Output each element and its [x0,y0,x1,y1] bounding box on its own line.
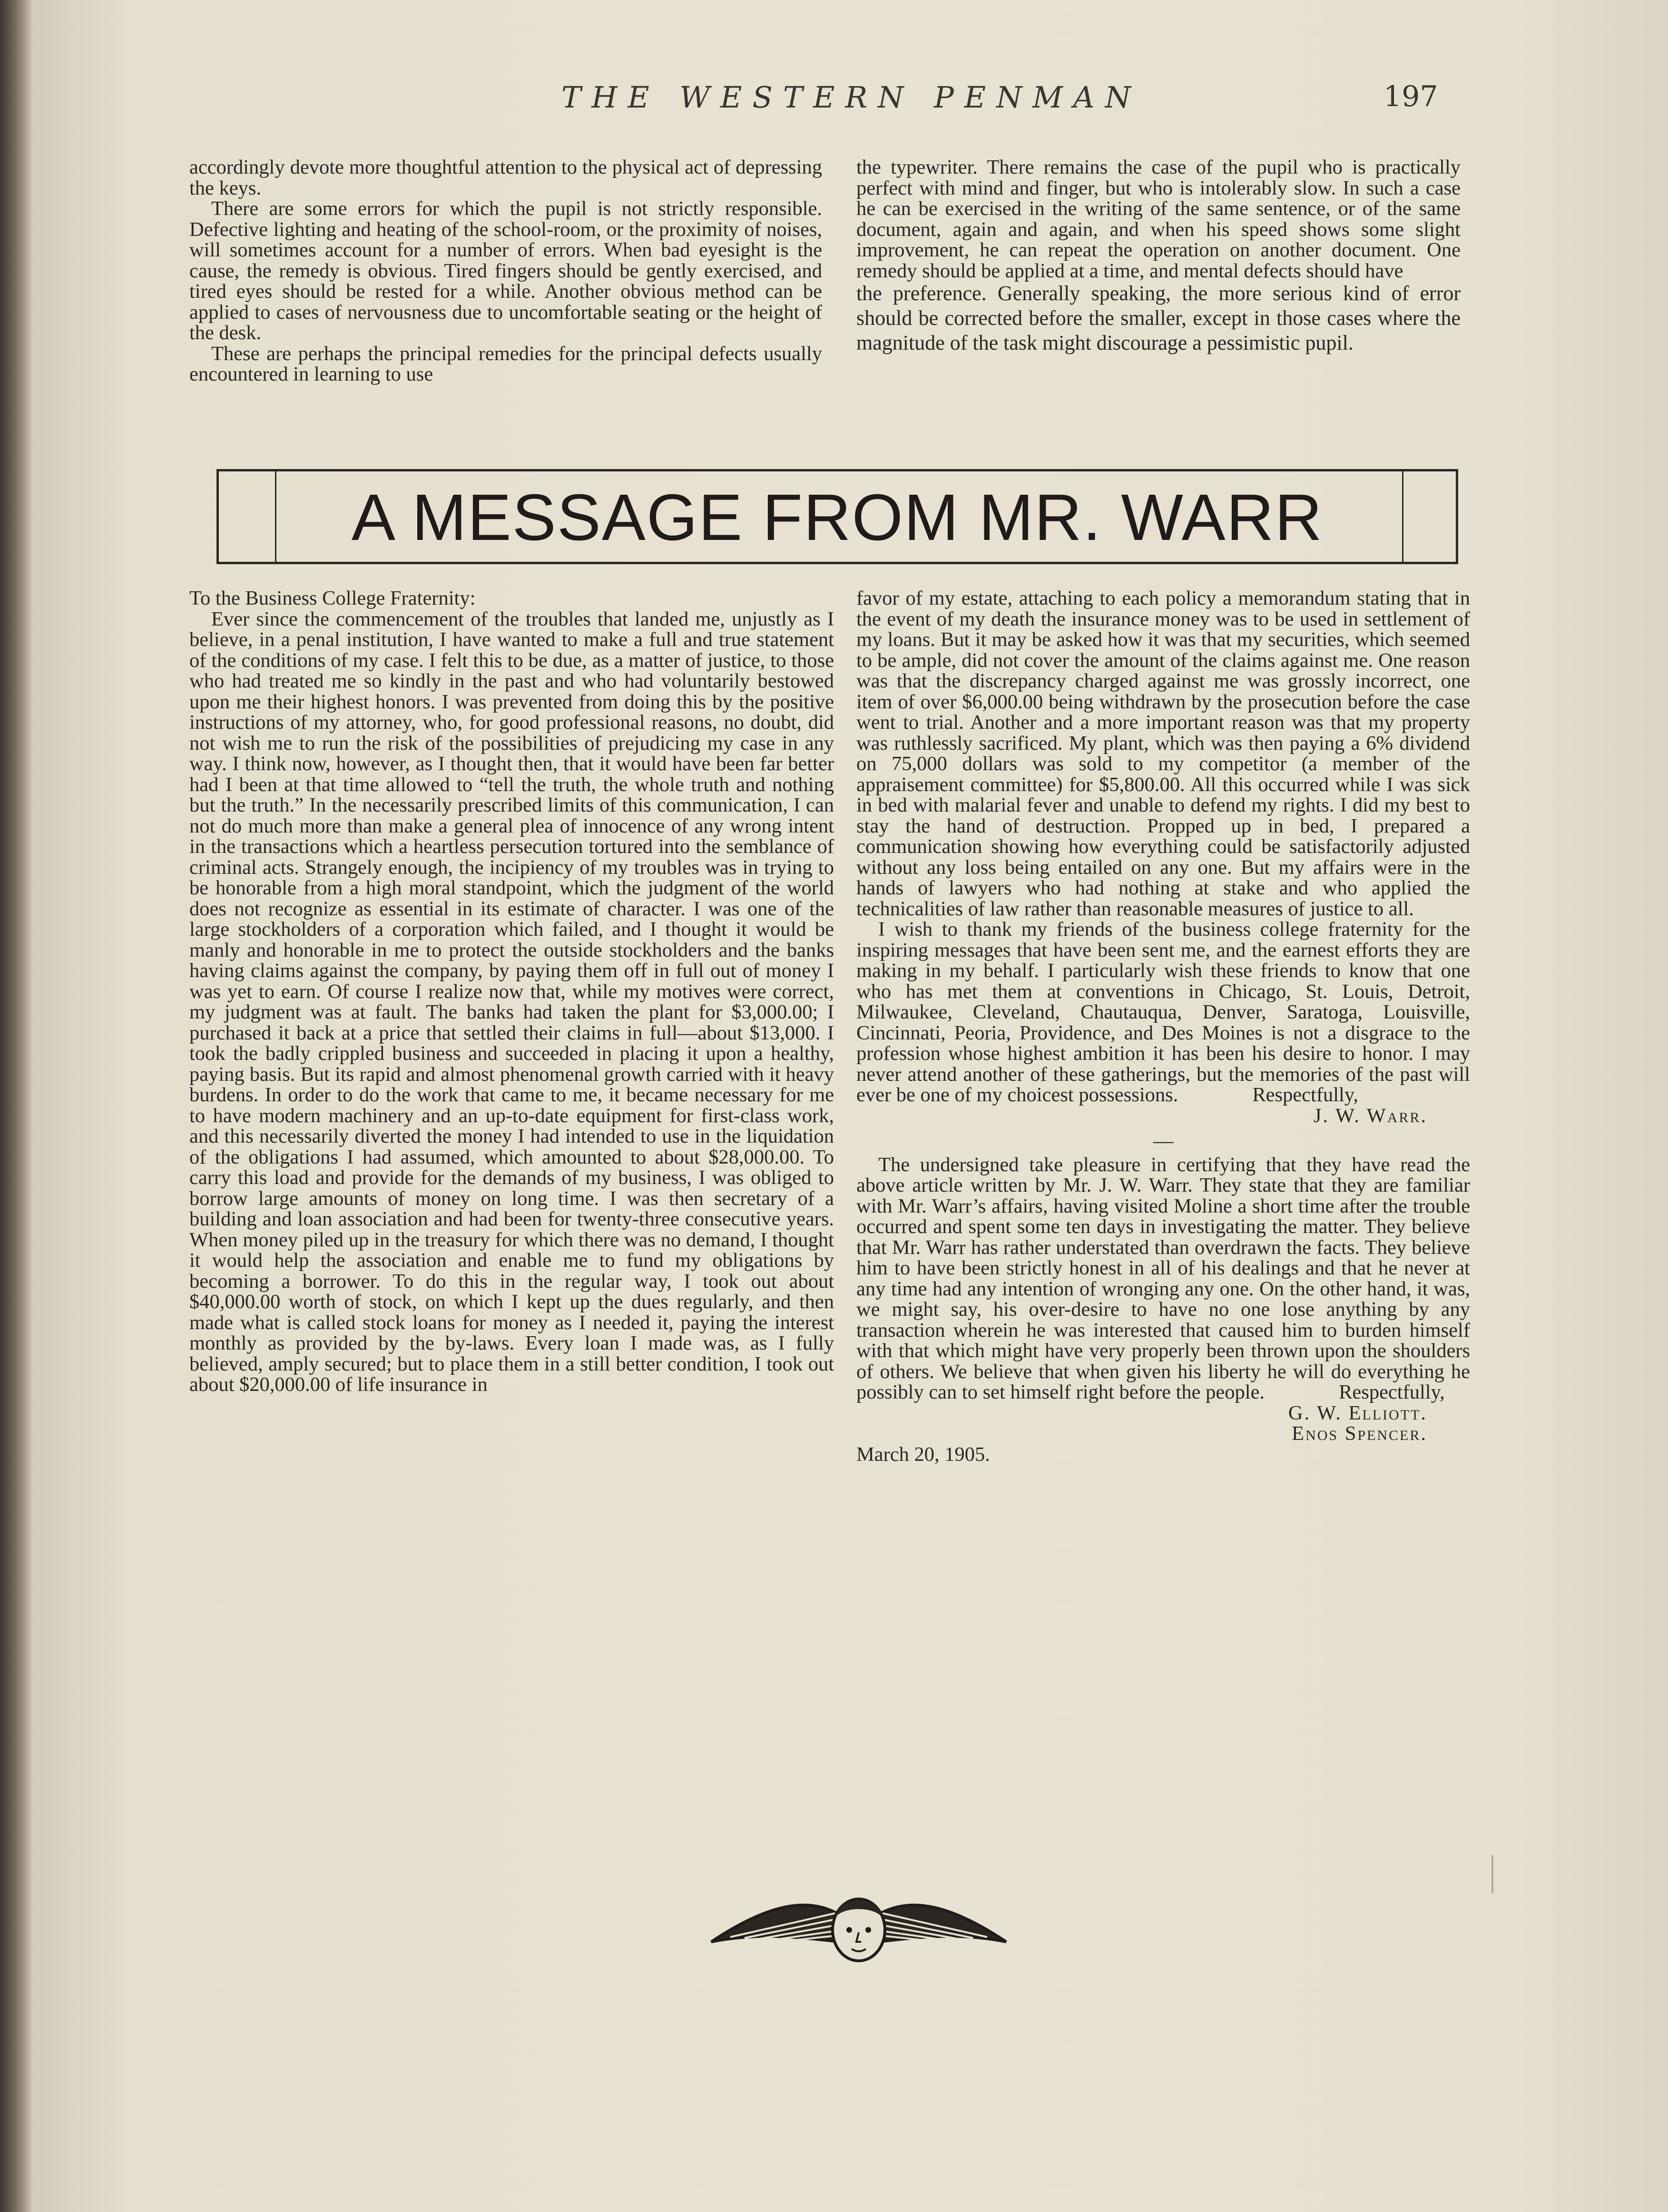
paragraph: the typewriter. There remains the case of the pupil who is practically perfect with mind and finger, but who is intolerably slow. In such a case he can be exercised in the writing of the same sentence, or of the same document, again and again, and when his speed shows some slight improvement, he can repeat the operation on another document. One remedy should be applied at a time, and mental defects should have [856,156,1461,282]
paragraph [856,919,1470,1106]
paragraph: These are perhaps the principal remedies for the principal defects usually encountered in learning to use [189,342,822,385]
signer-elliott: G. W. Elliott. [1288,1401,1427,1424]
paragraph-text: I wish to thank my friends of the business college fraternity for the inspiring messages that have been sent me, and the earnest efforts they are making in my behalf. I particularly wish these friends to know that one who has met them at conventions in Chicago, St. Louis, Detroit, Milwaukee, Cleveland, Chautauqua, Denver, Saratoga, Louisville, Cincinnati, Peoria, Providence, and Des Moines is not a disgrace to the profession whose highest ambition it has been his desire to honor. I may never attend another of these gatherings, but the memories of the past will ever be one of my choicest possessions. [856,918,1470,1106]
book-gutter [0,0,33,2212]
separator: — [1153,1130,1174,1152]
top-right-column [856,157,1461,355]
paragraph: There are some errors for which the pupil is not strictly responsible. Defective lighting and heating of the school-room, or the proximity of noises, will sometimes account for a number of errors. When bad eyesight is the cause, the remedy is obvious. Tired fingers should be gently exercised, and tired eyes should be rested for a while. Another obvious method can be applied to cases of nervousness due to uncomfortable seating or the height of the desk. [189,197,822,344]
letter-right-column [856,588,1470,1465]
article-title: A MESSAGE FROM MR. WARR [351,481,1323,554]
paragraph: favor of my estate, attaching to each policy a memorandum stating that in the event of my death the insurance money was to be used in settlement of my loans. But it may be asked how it was that my securities, which seemed to be ample, did not cover the amount of the claims against me. One reason was that the discrepancy charged against me was grossly incorrect, one item of over $6,000.00 being withdrawn by the prosecution before the case went to trial. Another and a more important reason was that my property was ruthlessly sacrificed. My plant, which was then paying a 6% dividend on 75,000 dollars was sold to my competitor (a member of the appraisement committee) for $5,800.00. All this occurred while I was sick in bed with malarial fever and unable to defend my rights. I did my best to stay the hand of destruction. Propped up in bed, I prepared a communication showing how everything could be satisfactorily adjusted without any loss being entailed on any one. But my affairs were in the hands of lawyers who had nothing at stake and who applied the technicalities of law rather than reasonable measures of justice to all. [856,587,1470,920]
salutation: To the Business College Fraternity: [189,587,476,609]
paragraph: Ever since the commencement of the troubles that landed me, unjustly as I believe, in a penal institution, I have wanted to make a full and true statement of the conditions of my case. I felt this to be due, as a matter of justice, to those who had treated me so kindly in the past and who had voluntarily bestowed upon me their highest honors. I was prevented from doing this by the positive instructions of my attorney, who, for good professional reasons, no doubt, did not wish me to run the risk of the possibilities of prejudicing my case in any way. I think now, however, as I thought then, that it would have been far better had I been at that time allowed to “tell the truth, the whole truth and nothing but the truth.” In the necessarily prescribed limits of this communication, I can not do much more than make a general plea of innocence of any wrong intent in the transactions which a heartless persecution tortured into the semblance of criminal acts. Strangely enough, the incipiency of my troubles was in trying to be honorable from a high moral standpoint, which the judgment of the world does not recognize as essential in its estimate of character. I was one of the large stockholders of a corporation which failed, and I thought it would be manly and honorable in me to protect the outside stockholders and the banks having claims against the company, by paying them off in full out of money I was yet to earn. Of course I realize now that, while my motives were correct, my judgment was at fault. The banks had taken the plant for $3,000.00; I purchased it back at a price that settled their claims in full—about $13,000. I took the badly crippled business and succeeded in placing it upon a healthy, paying basis. But its rapid and almost phenomenal growth carried with it heavy burdens. In order to do the work that came to me, it became necessary for me to have modern machinery and an up-to-date equipment for first-class work, and this necessarily diverted the money I had intended to use in the liquidation of the obligations I had assumed, which amounted to about $28,000.00. To carry this load and provide for the demands of my business, I was obliged to borrow large amounts of money on long time. I was then secretary of a building and loan association and had been for twenty-three consecutive years. When money piled up in the treasury for which there was no demand, I thought it would help the association and enable me to fund my obligations by becoming a borrower. To do this in the regular way, I took out about $40,000.00 worth of stock, on which I kept up the dues regularly, and then made what is called stock loans for money as I needed it, paying the interest monthly as provided by the by-laws. Every loan I made was, as I fully believed, amply secured; but to place them in a still better condition, I took out about $20,000.00 of life insurance in [189,607,834,1396]
signer-spencer: Enos Spencer. [1292,1422,1427,1445]
certification-paragraph [856,1155,1470,1403]
cherub-ornament-icon [702,1885,1016,1970]
article-banner [216,469,1458,564]
paragraph: the preference. Generally speaking, the more serious kind of error should be corrected before the smaller, except in those cases where the magnitude of the task might discourage a pessimistic pupil. [856,282,1461,354]
signature: J. W. Warr. [1313,1104,1427,1127]
paragraph: accordingly devote more thoughtful attention to the physical act of depressing the keys. [189,156,822,199]
closing: Respectfully, [1252,1084,1358,1106]
page-mark [1491,1855,1493,1893]
closing: Respectfully, [1339,1381,1445,1403]
certification-text: The undersigned take pleasure in certifying that they have read the above article written by Mr. J. W. Warr. They state that they are familiar with Mr. Warr’s affairs, having visited Moline a short time after the trouble occurred and spent some ten days in investigating the matter. They believe that Mr. Warr has rather understated than overdrawn the facts. They believe him to have been strictly honest in all of his dealings and that he never at any time had any intention of wronging any one. On the other hand, it was, we might say, his over-desire to have no one lose anything by any transaction wherein he was interested that caused him to burden himself with that which might have very properly been thrown upon the shoulders of others. We believe that when given his liberty he will do everything he possibly can to set himself right before the people. [856,1153,1470,1403]
letter-left-column [189,588,834,1395]
running-title: THE WESTERN PENMAN [561,80,1141,115]
date: March 20, 1905. [856,1443,990,1466]
top-left-column [189,157,822,385]
page-number: 197 [1383,80,1438,113]
